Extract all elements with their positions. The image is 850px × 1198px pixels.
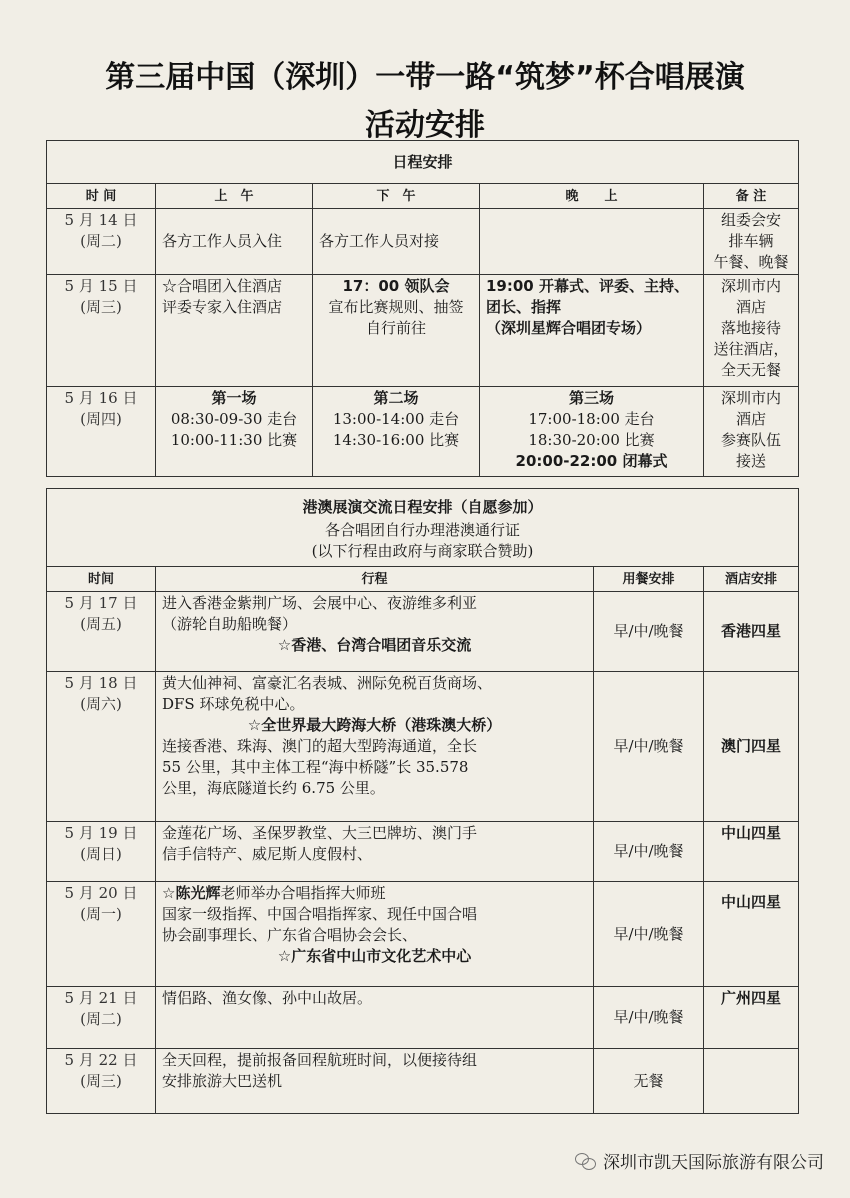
date-cell	[47, 987, 156, 1049]
meal-cell: 早/中/晚餐	[594, 672, 704, 822]
session-heading: 第三场	[568, 389, 614, 407]
route-line: 黄大仙神祠、富豪汇名表城、洲际免税百货商场、	[162, 674, 493, 692]
date-cell	[47, 1049, 156, 1114]
am-line: 各方工作人员入住	[162, 232, 283, 250]
pm-line: 14:30-16:00 比赛	[332, 431, 460, 449]
schedule-heading: 日程安排	[47, 141, 799, 184]
note-line: 送往酒店，	[713, 340, 789, 358]
weekday: (周日)	[80, 845, 122, 863]
weekday: (周三)	[80, 1072, 122, 1090]
note-line: 酒店	[736, 410, 767, 428]
route-line: 老师举办合唱指挥大师班	[220, 884, 386, 902]
session-heading: 第一场	[211, 389, 257, 407]
hotel-cell: 香港四星	[704, 592, 799, 672]
eve-cell	[480, 209, 704, 275]
date-cell	[47, 209, 156, 275]
date: 5 月 17 日	[64, 594, 138, 612]
note-line: 落地接待	[721, 319, 782, 337]
note-cell	[704, 209, 799, 275]
route-line: （游轮自助船晚餐）	[162, 615, 298, 633]
pm-cell	[313, 387, 480, 477]
route-line: 情侣路、渔女像、孙中山故居。	[162, 989, 373, 1007]
col-am: 上 午	[156, 184, 313, 209]
route-line: 公里，海底隧道长约 6.75 公里。	[162, 779, 385, 797]
date: 5 月 20 日	[64, 884, 138, 902]
table-row	[47, 209, 799, 275]
meal-cell: 无餐	[594, 1049, 704, 1114]
eve-cell	[480, 275, 704, 387]
route-line: 国家一级指挥、中国合唱指挥家、现任中国合唱	[162, 905, 478, 923]
note-line: 参赛队伍	[721, 431, 782, 449]
page-subtitle: 活动安排	[365, 108, 485, 143]
hotel-cell: 中山四星	[704, 822, 799, 882]
weekday: (周三)	[80, 298, 122, 316]
hotel-cell: 澳门四星	[704, 672, 799, 822]
schedule-table	[46, 140, 799, 477]
route-highlight: ☆全世界最大跨海大桥（港珠澳大桥）	[247, 716, 502, 734]
hotel-cell	[704, 1049, 799, 1114]
table-row	[47, 1049, 799, 1114]
am-line: ☆合唱团入住酒店	[162, 277, 283, 295]
eve-line: （深圳星辉合唱团专场）	[486, 319, 652, 337]
table-row	[47, 882, 799, 987]
pm-line: 宣布比赛规则、抽签	[328, 298, 464, 316]
page-title: 第三届中国（深圳）一带一路“筑梦”杯合唱展演	[105, 60, 745, 95]
meal-cell: 早/中/晚餐	[594, 882, 704, 987]
note-line: 深圳市内	[721, 277, 782, 295]
table-row	[47, 672, 799, 822]
date: 5 月 19 日	[64, 824, 138, 842]
route-line: 55 公里，其中主体工程“海中桥隧”长 35.578	[162, 758, 469, 776]
table-row	[47, 592, 799, 672]
weekday: (周二)	[80, 1010, 122, 1028]
col-time: 时 间	[47, 184, 156, 209]
meal-cell: 早/中/晚餐	[594, 822, 704, 882]
note-line: 接送	[736, 452, 767, 470]
weekday: (周二)	[80, 232, 122, 250]
hotel-cell: 广州四星	[704, 987, 799, 1049]
pm-cell	[313, 275, 480, 387]
route-cell	[156, 822, 594, 882]
route-line: 安排旅游大巴送机	[162, 1072, 283, 1090]
date-cell	[47, 387, 156, 477]
route-cell	[156, 1049, 594, 1114]
route-line: 金莲花广场、圣保罗教堂、大三巴牌坊、澳门手	[162, 824, 478, 842]
date: 5 月 22 日	[64, 1051, 138, 1069]
hk-header-row	[47, 567, 799, 592]
table-row	[47, 987, 799, 1049]
hotel-cell: 中山四星	[704, 882, 799, 987]
route-highlight: ☆陈光辉	[162, 884, 221, 902]
route-line: 协会副事理长、广东省合唱协会会长、	[162, 926, 418, 944]
note-line: 全天无餐	[721, 361, 782, 379]
note-line: 深圳市内	[721, 389, 782, 407]
weekday: (周六)	[80, 695, 122, 713]
route-highlight: ☆广东省中山市文化艺术中心	[277, 947, 472, 965]
eve-bold-line: 20:00-22:00 闭幕式	[515, 452, 668, 470]
footer-text: 深圳市凯天国际旅游有限公司	[603, 1153, 824, 1173]
route-line: 全天回程，提前报备回程航班时间，以便接待组	[162, 1051, 478, 1069]
eve-line: 18:30-20:00 比赛	[528, 431, 655, 449]
hk-macau-table	[46, 488, 799, 1114]
note-line: 午餐、晚餐	[713, 253, 789, 271]
col-pm: 下 午	[313, 184, 480, 209]
route-cell	[156, 672, 594, 822]
pm-cell	[313, 209, 480, 275]
note-line: 组委会安	[721, 211, 782, 229]
pm-bold-line: 17：00 领队会	[342, 277, 450, 295]
meal-cell: 早/中/晚餐	[594, 592, 704, 672]
hk-heading: 港澳展演交流日程安排（自愿参加）	[47, 489, 799, 520]
weekday: (周一)	[80, 905, 122, 923]
am-line: 08:30-09-30 走台	[170, 410, 298, 428]
note-line: 酒店	[736, 298, 767, 316]
date-cell	[47, 275, 156, 387]
col-meal: 用餐安排	[594, 567, 704, 592]
hk-subheading	[47, 519, 799, 567]
am-cell	[156, 387, 313, 477]
route-line: DFS 环球免税中心。	[162, 695, 305, 713]
date: 5 月 18 日	[64, 674, 138, 692]
date-cell	[47, 882, 156, 987]
session-heading: 第二场	[373, 389, 419, 407]
date: 5 月 21 日	[64, 989, 138, 1007]
am-cell	[156, 275, 313, 387]
date-cell	[47, 822, 156, 882]
wechat-icon	[575, 1152, 597, 1170]
note-cell	[704, 387, 799, 477]
col-route: 行程	[156, 567, 594, 592]
route-cell	[156, 882, 594, 987]
note-cell	[704, 275, 799, 387]
table-row	[47, 387, 799, 477]
table-row	[47, 822, 799, 882]
route-highlight: ☆香港、台湾合唱团音乐交流	[277, 636, 472, 654]
pm-line: 各方工作人员对接	[319, 232, 440, 250]
hk-sub-line: (以下行程由政府与商家联合赞助)	[311, 542, 534, 560]
am-line: 评委专家入住酒店	[162, 298, 283, 316]
table-row	[47, 275, 799, 387]
route-line: 进入香港金紫荆广场、会展中心、夜游维多利亚	[162, 594, 478, 612]
col-eve: 晚 上	[480, 184, 704, 209]
date: 5 月 15 日	[64, 277, 138, 295]
date-cell	[47, 672, 156, 822]
eve-line: 17:00-18:00 走台	[528, 410, 655, 428]
date-cell	[47, 592, 156, 672]
eve-cell	[480, 387, 704, 477]
eve-line: 19:00 开幕式、评委、主持、	[486, 277, 689, 295]
route-cell	[156, 592, 594, 672]
eve-line: 团长、指挥	[486, 298, 562, 316]
date: 5 月 14 日	[64, 211, 138, 229]
weekday: (周四)	[80, 410, 122, 428]
hk-sub-line: 各合唱团自行办理港澳通行证	[325, 521, 521, 539]
pm-line: 13:00-14:00 走台	[332, 410, 460, 428]
col-hotel: 酒店安排	[704, 567, 799, 592]
meal-cell: 早/中/晚餐	[594, 987, 704, 1049]
col-note: 备 注	[704, 184, 799, 209]
pm-line: 自行前往	[365, 319, 426, 337]
route-line: 连接香港、珠海、澳门的超大型跨海通道，全长	[162, 737, 478, 755]
footer-watermark	[575, 1148, 824, 1173]
date: 5 月 16 日	[64, 389, 138, 407]
weekday: (周五)	[80, 615, 122, 633]
route-cell	[156, 987, 594, 1049]
schedule-header-row	[47, 184, 799, 209]
am-line: 10:00-11:30 比赛	[170, 431, 298, 449]
note-line: 排车辆	[728, 232, 774, 250]
route-line: 信手信特产、威尼斯人度假村、	[162, 845, 373, 863]
am-cell	[156, 209, 313, 275]
col-time: 时间	[47, 567, 156, 592]
